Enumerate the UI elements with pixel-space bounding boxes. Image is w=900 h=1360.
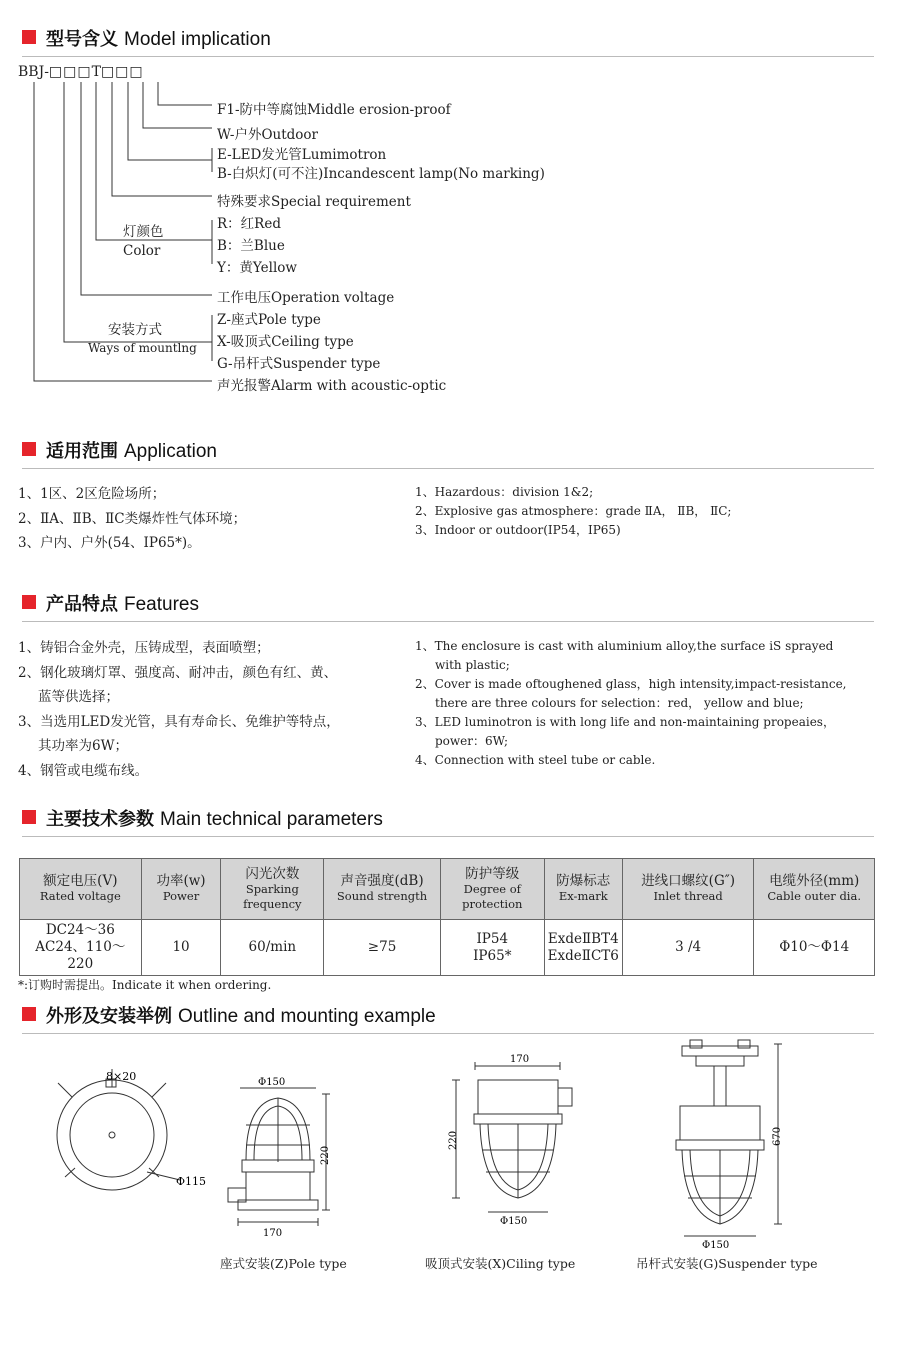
- model-item-x: X-吸顶式Ceiling type: [217, 334, 354, 350]
- section-header-application: [22, 436, 874, 469]
- table-header-cell: 额定电压(V) Rated voltage: [20, 859, 142, 920]
- table-header-cell: 电缆外径(mm) Cable outer dia.: [754, 859, 875, 920]
- red-square-icon: [22, 810, 36, 824]
- application-list-en: [415, 483, 731, 540]
- red-square-icon: [22, 1007, 36, 1021]
- table-header-cell: 声音强度(dB) Sound strength: [324, 859, 441, 920]
- caption-suspender-type: 吊杆式安装(G)Suspender type: [636, 1256, 818, 1271]
- section-title-params: 主要技术参数 Main technical parameters: [46, 809, 383, 830]
- table-header-cell: 防护等级 Degree of protection: [440, 859, 544, 920]
- hole-size-label: 8×20: [106, 1070, 137, 1083]
- table-row: [20, 920, 875, 976]
- caption-ceiling-type: 吸顶式安装(X)Ciling type: [425, 1256, 576, 1271]
- red-square-icon: [22, 442, 36, 456]
- list-item: 2、ⅡA、ⅡB、ⅡC类爆炸性气体环境；: [18, 510, 247, 527]
- list-item: 3、当选用LED发光管，具有寿命长、免维护等特点，: [18, 713, 340, 730]
- model-item-e: E-LED发光管Lumimotron: [217, 147, 387, 163]
- list-item: power：6W;: [435, 734, 508, 748]
- model-mount-en: Ways of mountlng: [88, 341, 197, 355]
- pole-height-label: 220: [320, 1145, 331, 1165]
- order-note: *:订购时需提出。Indicate it when ordering.: [18, 978, 272, 992]
- model-item-alarm: 声光报警Alarm with acoustic-optic: [217, 378, 447, 394]
- model-tree-lines: [0, 0, 900, 400]
- list-item: 2、Explosive gas atmosphere：grade ⅡA， ⅡB， ⅡC;: [415, 504, 732, 518]
- list-item: 2、钢化玻璃灯罩、强度高、耐冲击，颜色有红、黄、: [18, 664, 338, 681]
- ceiling-width-label: 170: [510, 1054, 530, 1065]
- suspender-height-label: 670: [772, 1126, 783, 1146]
- base-diameter-label: Φ115: [176, 1175, 207, 1188]
- params-table: [19, 858, 875, 976]
- ceiling-height-label: 220: [448, 1130, 459, 1150]
- table-header-cell: 防爆标志 Ex-mark: [544, 859, 622, 920]
- section-header-outline: [22, 1001, 874, 1034]
- model-item-b: B-白炽灯(可不注)Incandescent lamp(No marking): [217, 166, 545, 182]
- model-item-f1: F1-防中等腐蚀Middle erosion-proof: [217, 102, 451, 118]
- suspender-type-drawing: [660, 1036, 800, 1250]
- list-item: 1、1区、2区危险场所；: [18, 486, 166, 502]
- list-item: 其功率为6W；: [38, 738, 128, 754]
- pole-top-diameter-label: Φ150: [258, 1077, 286, 1088]
- section-title-outline: 外形及安装举例 Outline and mounting example: [46, 1006, 436, 1027]
- model-item-r: R：红Red: [217, 216, 281, 232]
- red-square-icon: [22, 595, 36, 609]
- application-list-cn: [18, 482, 246, 556]
- list-item: 蓝等供选择；: [38, 689, 119, 705]
- table-cell: 10: [141, 920, 221, 976]
- list-item: 2、Cover is made oftoughened glass，high intensity,impact-resistance,: [415, 677, 847, 691]
- suspender-diameter-label: Φ150: [702, 1240, 730, 1250]
- section-title-model: 型号含义 Model implication: [46, 29, 271, 50]
- base-top-view-drawing: [40, 1065, 220, 1205]
- table-header-row: [20, 859, 875, 920]
- pole-type-drawing: [218, 1070, 358, 1245]
- section-title-features: 产品特点 Features: [46, 594, 199, 615]
- list-item: 3、LED luminotron is with long life and non-maintaining propeaies，: [415, 715, 835, 729]
- model-item-blue: B：兰Blue: [217, 238, 285, 254]
- table-cell: ExdeⅡBT4 ExdeⅡCT6: [544, 920, 622, 976]
- table-cell: IP54 IP65*: [440, 920, 544, 976]
- table-cell: DC24～36 AC24、110～220: [20, 920, 142, 976]
- model-item-voltage: 工作电压Operation voltage: [217, 290, 395, 306]
- table-header-cell: 进线口螺纹(G″) Inlet thread: [622, 859, 754, 920]
- list-item: 1、Hazardous：division 1&2;: [415, 485, 594, 499]
- table-header-cell: 闪光次数 Sparking frequency: [221, 859, 324, 920]
- caption-pole-type: 座式安装(Z)Pole type: [220, 1256, 347, 1271]
- list-item: with plastic;: [435, 658, 510, 672]
- list-item: 3、户内、户外(54、IP65*)。: [18, 535, 201, 551]
- table-header-cell: 功率(w) Power: [141, 859, 221, 920]
- model-color-cn: 灯颜色: [123, 224, 164, 240]
- features-list-cn: [18, 636, 340, 783]
- list-item: 3、Indoor or outdoor(IP54，IP65): [415, 523, 621, 537]
- model-item-y: Y：黄Yellow: [217, 260, 297, 276]
- features-list-en: [415, 637, 847, 770]
- model-item-w: W-户外Outdoor: [217, 127, 318, 143]
- table-cell: 60/min: [221, 920, 324, 976]
- pole-width-label: 170: [263, 1228, 283, 1239]
- list-item: 4、Connection with steel tube or cable.: [415, 753, 656, 767]
- list-item: there are three colours for selection：red， yellow and blue;: [435, 696, 804, 710]
- list-item: 1、The enclosure is cast with aluminium alloy,the surface iS sprayed: [415, 639, 834, 653]
- ceiling-diameter-label: Φ150: [500, 1216, 528, 1227]
- list-item: 1、铸铝合金外壳，压铸成型，表面喷塑；: [18, 640, 270, 656]
- section-header-features: [22, 589, 874, 622]
- list-item: 4、钢管或电缆布线。: [18, 762, 149, 779]
- table-cell: 3 /4: [622, 920, 754, 976]
- section-title-application: 适用范围 Application: [46, 441, 217, 462]
- model-item-z: Z-座式Pole type: [217, 312, 321, 328]
- ceiling-type-drawing: [440, 1050, 590, 1230]
- model-code: BBJ-□□□T□□□: [18, 64, 144, 80]
- table-cell: Φ10～Φ14: [754, 920, 875, 976]
- section-header-params: [22, 804, 874, 837]
- model-mount-cn: 安装方式: [108, 322, 162, 338]
- table-cell: ≥75: [324, 920, 441, 976]
- model-item-g: G-吊杆式Suspender type: [217, 356, 381, 372]
- model-item-special: 特殊要求Special requirement: [217, 194, 411, 210]
- model-color-en: Color: [123, 243, 161, 259]
